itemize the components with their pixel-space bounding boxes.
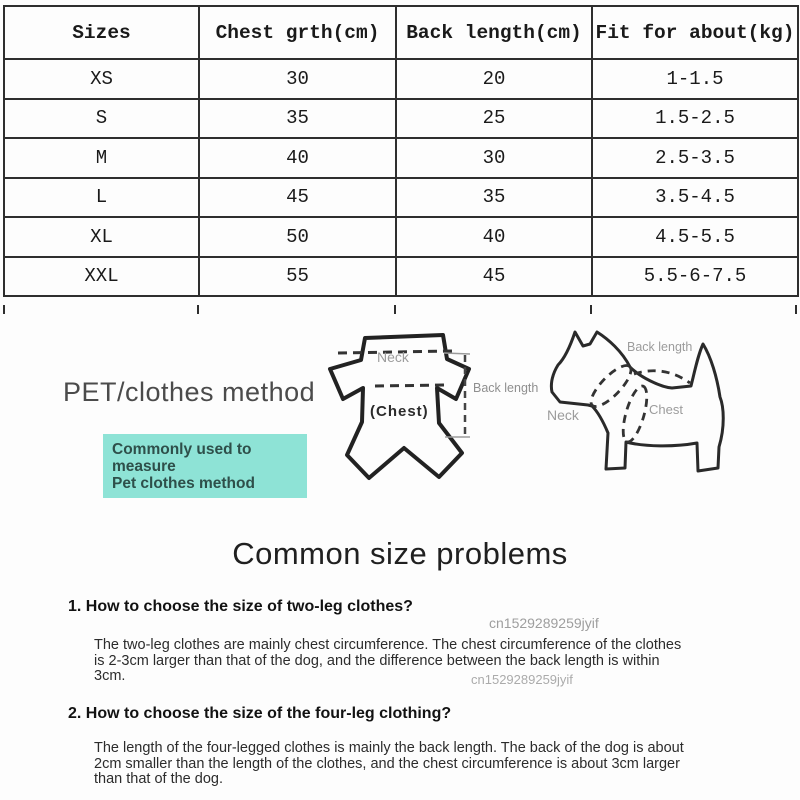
size-cell: S — [4, 99, 199, 139]
watermark: cn1529289259jyif — [471, 672, 573, 687]
table-row — [4, 257, 798, 297]
dog-diagram — [547, 332, 723, 471]
table-row — [4, 59, 798, 99]
size-cell: M — [4, 138, 199, 178]
problem-1-body: The two-leg clothes are mainly chest circumference. The chest circumference of the clothes is 2-3cm larger than that of the dog, and the difference between the back length is within 3cm. — [94, 637, 682, 685]
chest-cell: 30 — [199, 59, 396, 99]
weight-cell: 1.5-2.5 — [592, 99, 798, 139]
dog-chest-label: Chest — [649, 402, 683, 417]
size-cell: XL — [4, 217, 199, 257]
back-cell: 40 — [396, 217, 592, 257]
table-header-row — [4, 6, 798, 59]
table-crop-stub — [795, 305, 797, 314]
measure-method-title: PET/clothes method — [63, 377, 316, 407]
garment-back-length-label: Back length — [473, 381, 539, 395]
garment-chest-measure-line — [375, 385, 445, 386]
chest-cell: 35 — [199, 99, 396, 139]
chest-cell: 40 — [199, 138, 396, 178]
table-crop-stub — [3, 305, 5, 314]
table-crop-stub — [394, 305, 396, 314]
header-fit-weight: Fit for about(kg) — [592, 6, 798, 59]
table-row — [4, 99, 798, 139]
chest-cell: 45 — [199, 178, 396, 218]
measure-note-line-1: Commonly used to measure — [112, 441, 252, 475]
size-cell: L — [4, 178, 199, 218]
measure-note-line-2: Pet clothes method — [112, 475, 255, 492]
table-row — [4, 178, 798, 218]
problem-2-heading: 2. How to choose the size of the four-leg clothing? — [68, 705, 452, 722]
dog-back-length-label: Back length — [627, 340, 693, 354]
size-cell: XS — [4, 59, 199, 99]
header-chest-girth: Chest grth(cm) — [199, 6, 396, 59]
weight-cell: 5.5-6-7.5 — [592, 257, 798, 297]
back-cell: 30 — [396, 138, 592, 178]
problems-title: Common size problems — [232, 536, 568, 571]
dog-neck-label: Neck — [547, 407, 579, 423]
back-cell: 35 — [396, 178, 592, 218]
back-cell: 20 — [396, 59, 592, 99]
weight-cell: 2.5-3.5 — [592, 138, 798, 178]
header-sizes: Sizes — [4, 6, 199, 59]
garment-chest-label: (Chest) — [370, 403, 429, 420]
garment-neck-label: Neck — [377, 349, 409, 365]
chest-cell: 55 — [199, 257, 396, 297]
table-crop-stub — [197, 305, 199, 314]
back-cell: 45 — [396, 257, 592, 297]
problem-2-body: The length of the four-legged clothes is mainly the back length. The back of the dog is about 2cm smaller than the length of the clothes, and the chest circumference is about 3cm larger than that of the dog. — [94, 740, 684, 788]
measuring-diagrams — [320, 315, 790, 510]
weight-cell: 4.5-5.5 — [592, 217, 798, 257]
table-crop-stub — [590, 305, 592, 314]
table-row — [4, 217, 798, 257]
chest-cell: 50 — [199, 217, 396, 257]
dog-chest-measure-line — [618, 384, 651, 445]
measure-note-highlight — [103, 434, 307, 498]
header-back-length: Back length(cm) — [396, 6, 592, 59]
weight-cell: 1-1.5 — [592, 59, 798, 99]
weight-cell: 3.5-4.5 — [592, 178, 798, 218]
problem-1-heading: 1. How to choose the size of two-leg clothes? — [68, 598, 413, 615]
garment-diagram — [330, 335, 538, 478]
size-table — [3, 5, 799, 297]
back-cell: 25 — [396, 99, 592, 139]
table-row — [4, 138, 798, 178]
watermark: cn1529289259jyif — [489, 615, 599, 631]
size-cell: XXL — [4, 257, 199, 297]
